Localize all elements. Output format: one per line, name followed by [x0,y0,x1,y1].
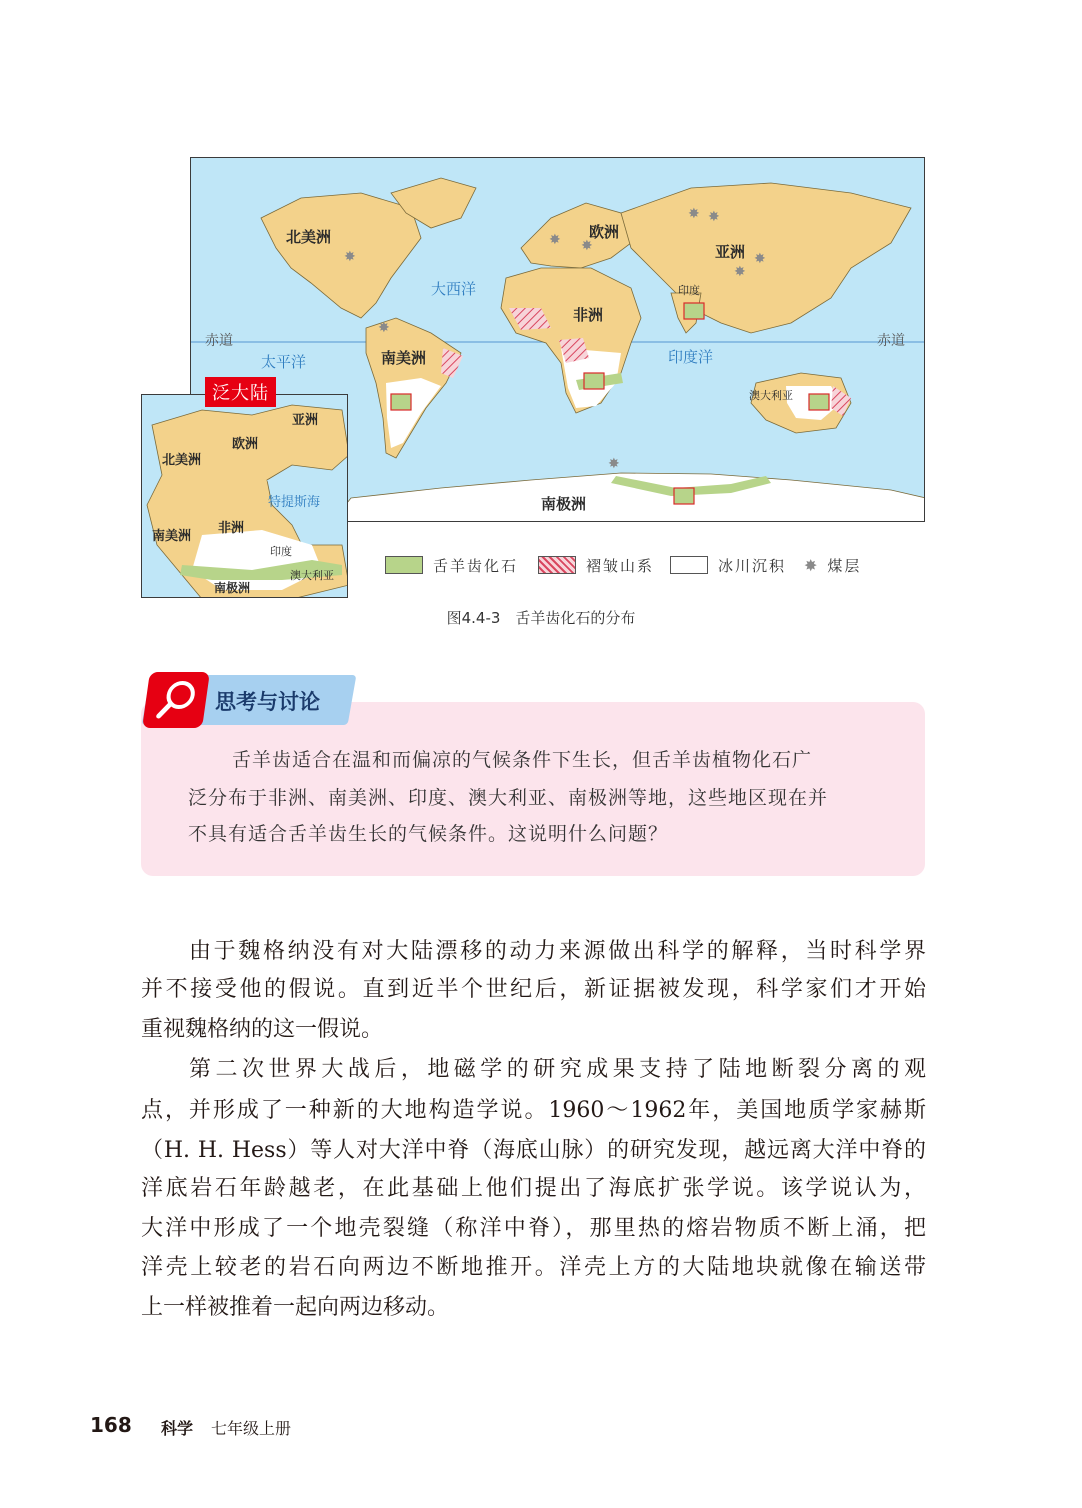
label-north-america: 北美洲 [286,228,332,246]
legend-coal [804,553,861,577]
svg-text:✸: ✸ [549,232,561,248]
body-line: 洋底岩石年龄越老，在此基础上他们提出了海底扩张学说。该学说认为， [141,1176,926,1201]
svg-text:✸: ✸ [378,320,390,336]
body-line: 洋壳上较老的岩石向两边不断地推开。洋壳上方的大陆地块就像在输送带 [141,1255,926,1280]
north-america-shape [261,193,421,318]
label-equator-left: 赤道 [205,333,233,349]
body-line: 由于魏格纳没有对大陆漂移的动力来源做出科学的解释，当时科学界 [189,939,926,964]
pangaea-title: 泛大陆 [205,377,276,407]
label-atlantic: 大西洋 [431,280,477,298]
label-antarctica: 南极洲 [541,495,587,513]
label-asia: 亚洲 [715,243,746,261]
body-line: 重视魏格纳的这一假说。 [141,1017,384,1042]
svg-text:✸: ✸ [344,249,356,265]
asia-shape [621,183,911,333]
discussion-line: 泛分布于非洲、南美洲、印度、澳大利亚、南极洲等地，这些地区现在并 [188,787,829,809]
label-australia: 澳大利亚 [749,389,793,402]
pangaea-label-south-america: 南美洲 [152,529,192,544]
svg-text:✸: ✸ [608,456,620,472]
label-pacific: 太平洋 [261,353,307,371]
pangaea-label-tethys: 特提斯海 [268,495,321,510]
label-europe: 欧洲 [589,223,620,241]
footer-grade: 七年级上册 [211,1419,292,1438]
legend-fold [538,553,654,577]
legend-glacial [670,553,786,577]
glacial-swatch-icon [670,556,708,574]
discussion-title: 思考与讨论 [215,690,320,714]
svg-text:✸: ✸ [754,251,766,267]
label-equator-right: 赤道 [877,333,905,349]
svg-text:✸: ✸ [581,238,593,254]
pangaea-label-europe: 欧洲 [232,437,259,452]
pangaea-label-africa: 非洲 [218,521,245,536]
page-number: 168 [90,1413,132,1437]
svg-text:✸: ✸ [688,206,700,222]
figure-caption: 图4.4-3 舌羊齿化石的分布 [446,609,636,627]
svg-text:✸: ✸ [734,264,746,280]
legend-fossil [385,553,518,577]
magnifier-icon [142,672,210,728]
fold-swatch-icon [538,556,576,574]
discussion-line: 舌羊齿适合在温和而偏凉的气候条件下生长，但舌羊齿植物化石广 [232,749,813,771]
pangaea-label-north-america: 北美洲 [162,453,202,468]
body-line: 并不接受他的假说。直到近半个世纪后，新证据被发现，科学家们才开始 [141,977,926,1002]
discussion-line: 不具有适合舌羊齿生长的气候条件。这说明什么问题？ [188,823,669,845]
pangaea-inset [141,394,348,598]
body-line: 上一样被推着一起向两边移动。 [141,1295,450,1320]
legend-coal-label: 煤层 [827,556,862,575]
legend-fold-label: 褶皱山系 [586,556,655,575]
pangaea-label-asia: 亚洲 [292,413,319,428]
pangaea-label-india: 印度 [270,545,292,558]
label-indian-ocean: 印度洋 [668,348,714,366]
pangaea-label-antarctica: 南极洲 [214,581,251,595]
body-line: （H. H. Hess）等人对大洋中脊（海底山脉）的研究发现，越远离大洋中脊的 [141,1138,926,1163]
label-africa: 非洲 [573,306,604,324]
label-india: 印度 [678,284,700,297]
body-line: 点，并形成了一种新的大地构造学说。1960～1962年，美国地质学家赫斯 [141,1098,926,1123]
footer-subject: 科学 [161,1419,194,1438]
legend-fossil-label: 舌羊齿化石 [433,556,519,575]
fossil-swatch-icon [385,556,423,574]
body-line: 第二次世界大战后，地磁学的研究成果支持了陆地断裂分离的观 [189,1057,926,1082]
svg-text:✸: ✸ [708,209,720,225]
body-line: 大洋中形成了一个地壳裂缝（称洋中脊），那里热的熔岩物质不断上涌，把 [141,1216,926,1241]
pangaea-label-australia: 澳大利亚 [290,569,334,582]
legend-glacial-label: 冰川沉积 [718,556,787,575]
label-south-america: 南美洲 [381,349,427,367]
south-america-glacial [386,378,441,448]
coal-star-icon: ✸ [804,555,818,575]
